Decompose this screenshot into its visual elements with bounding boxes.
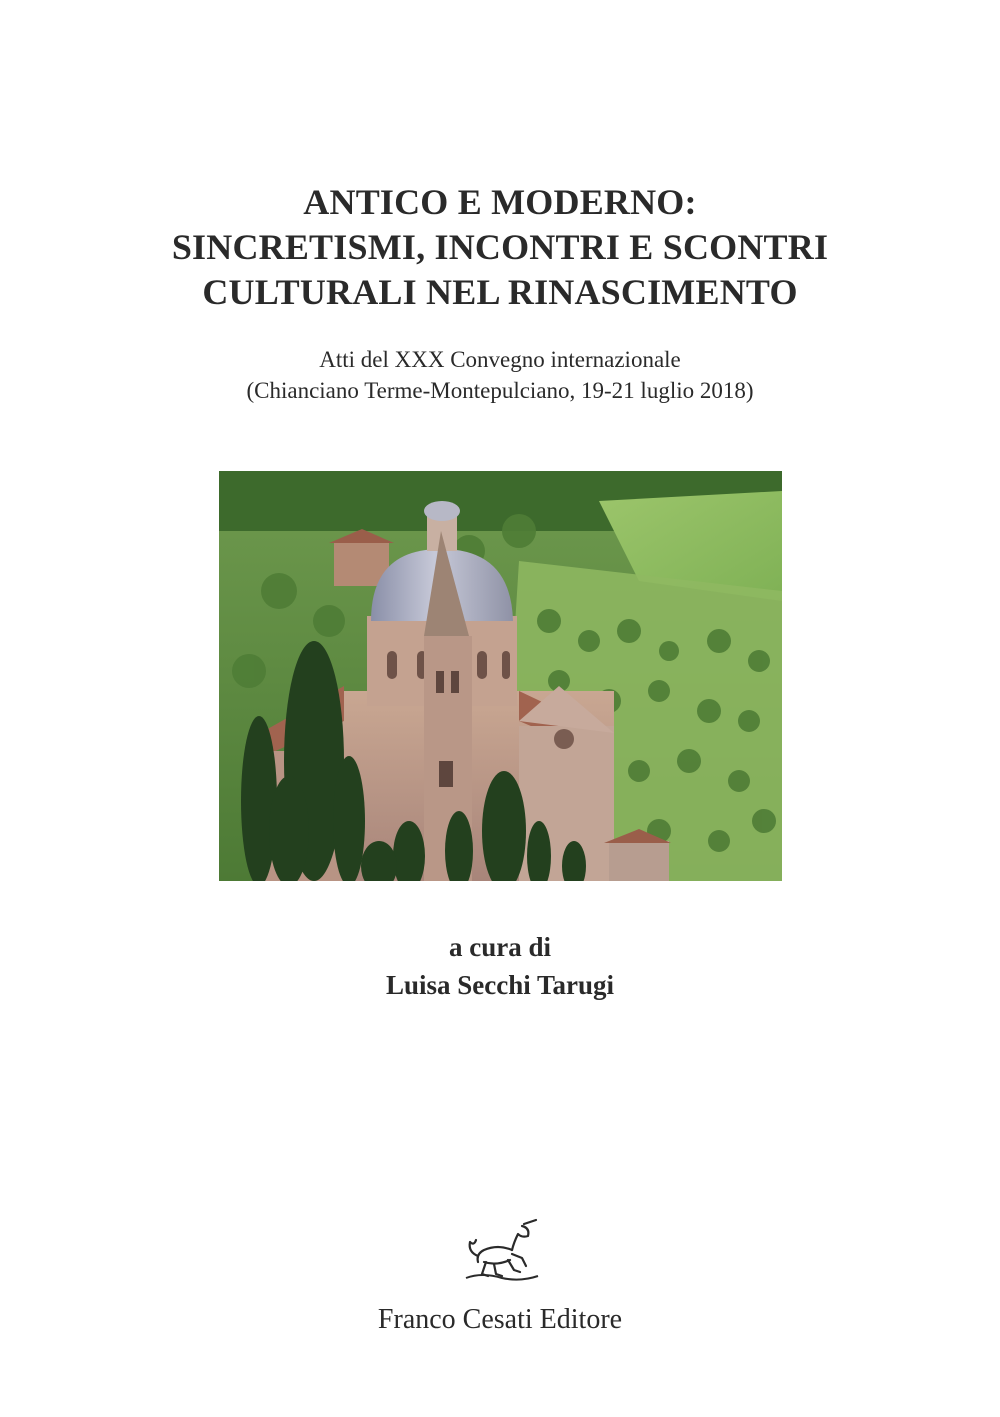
title-line-3: CULTURALI NEL RINASCIMENTO [202, 272, 798, 312]
subtitle-line-1: Atti del XXX Convegno internazionale [319, 347, 681, 372]
unicorn-logo-icon [462, 1218, 540, 1282]
book-subtitle [0, 344, 1000, 406]
publisher-name: Franco Cesati Editore [377, 1304, 623, 1335]
title-line-1: ANTICO E MODERNO: [303, 182, 697, 222]
editor-name: Luisa Secchi Tarugi [385, 970, 615, 1000]
subtitle-line-2: (Chianciano Terme-Montepulciano, 19-21 luglio 2018) [246, 378, 754, 403]
editor-credit [0, 928, 1000, 1004]
editor-label: a cura di [448, 932, 551, 962]
cover-photo [219, 471, 782, 881]
book-title [0, 180, 1000, 315]
title-line-2: SINCRETISMI, INCONTRI E SCONTRI [171, 227, 829, 267]
